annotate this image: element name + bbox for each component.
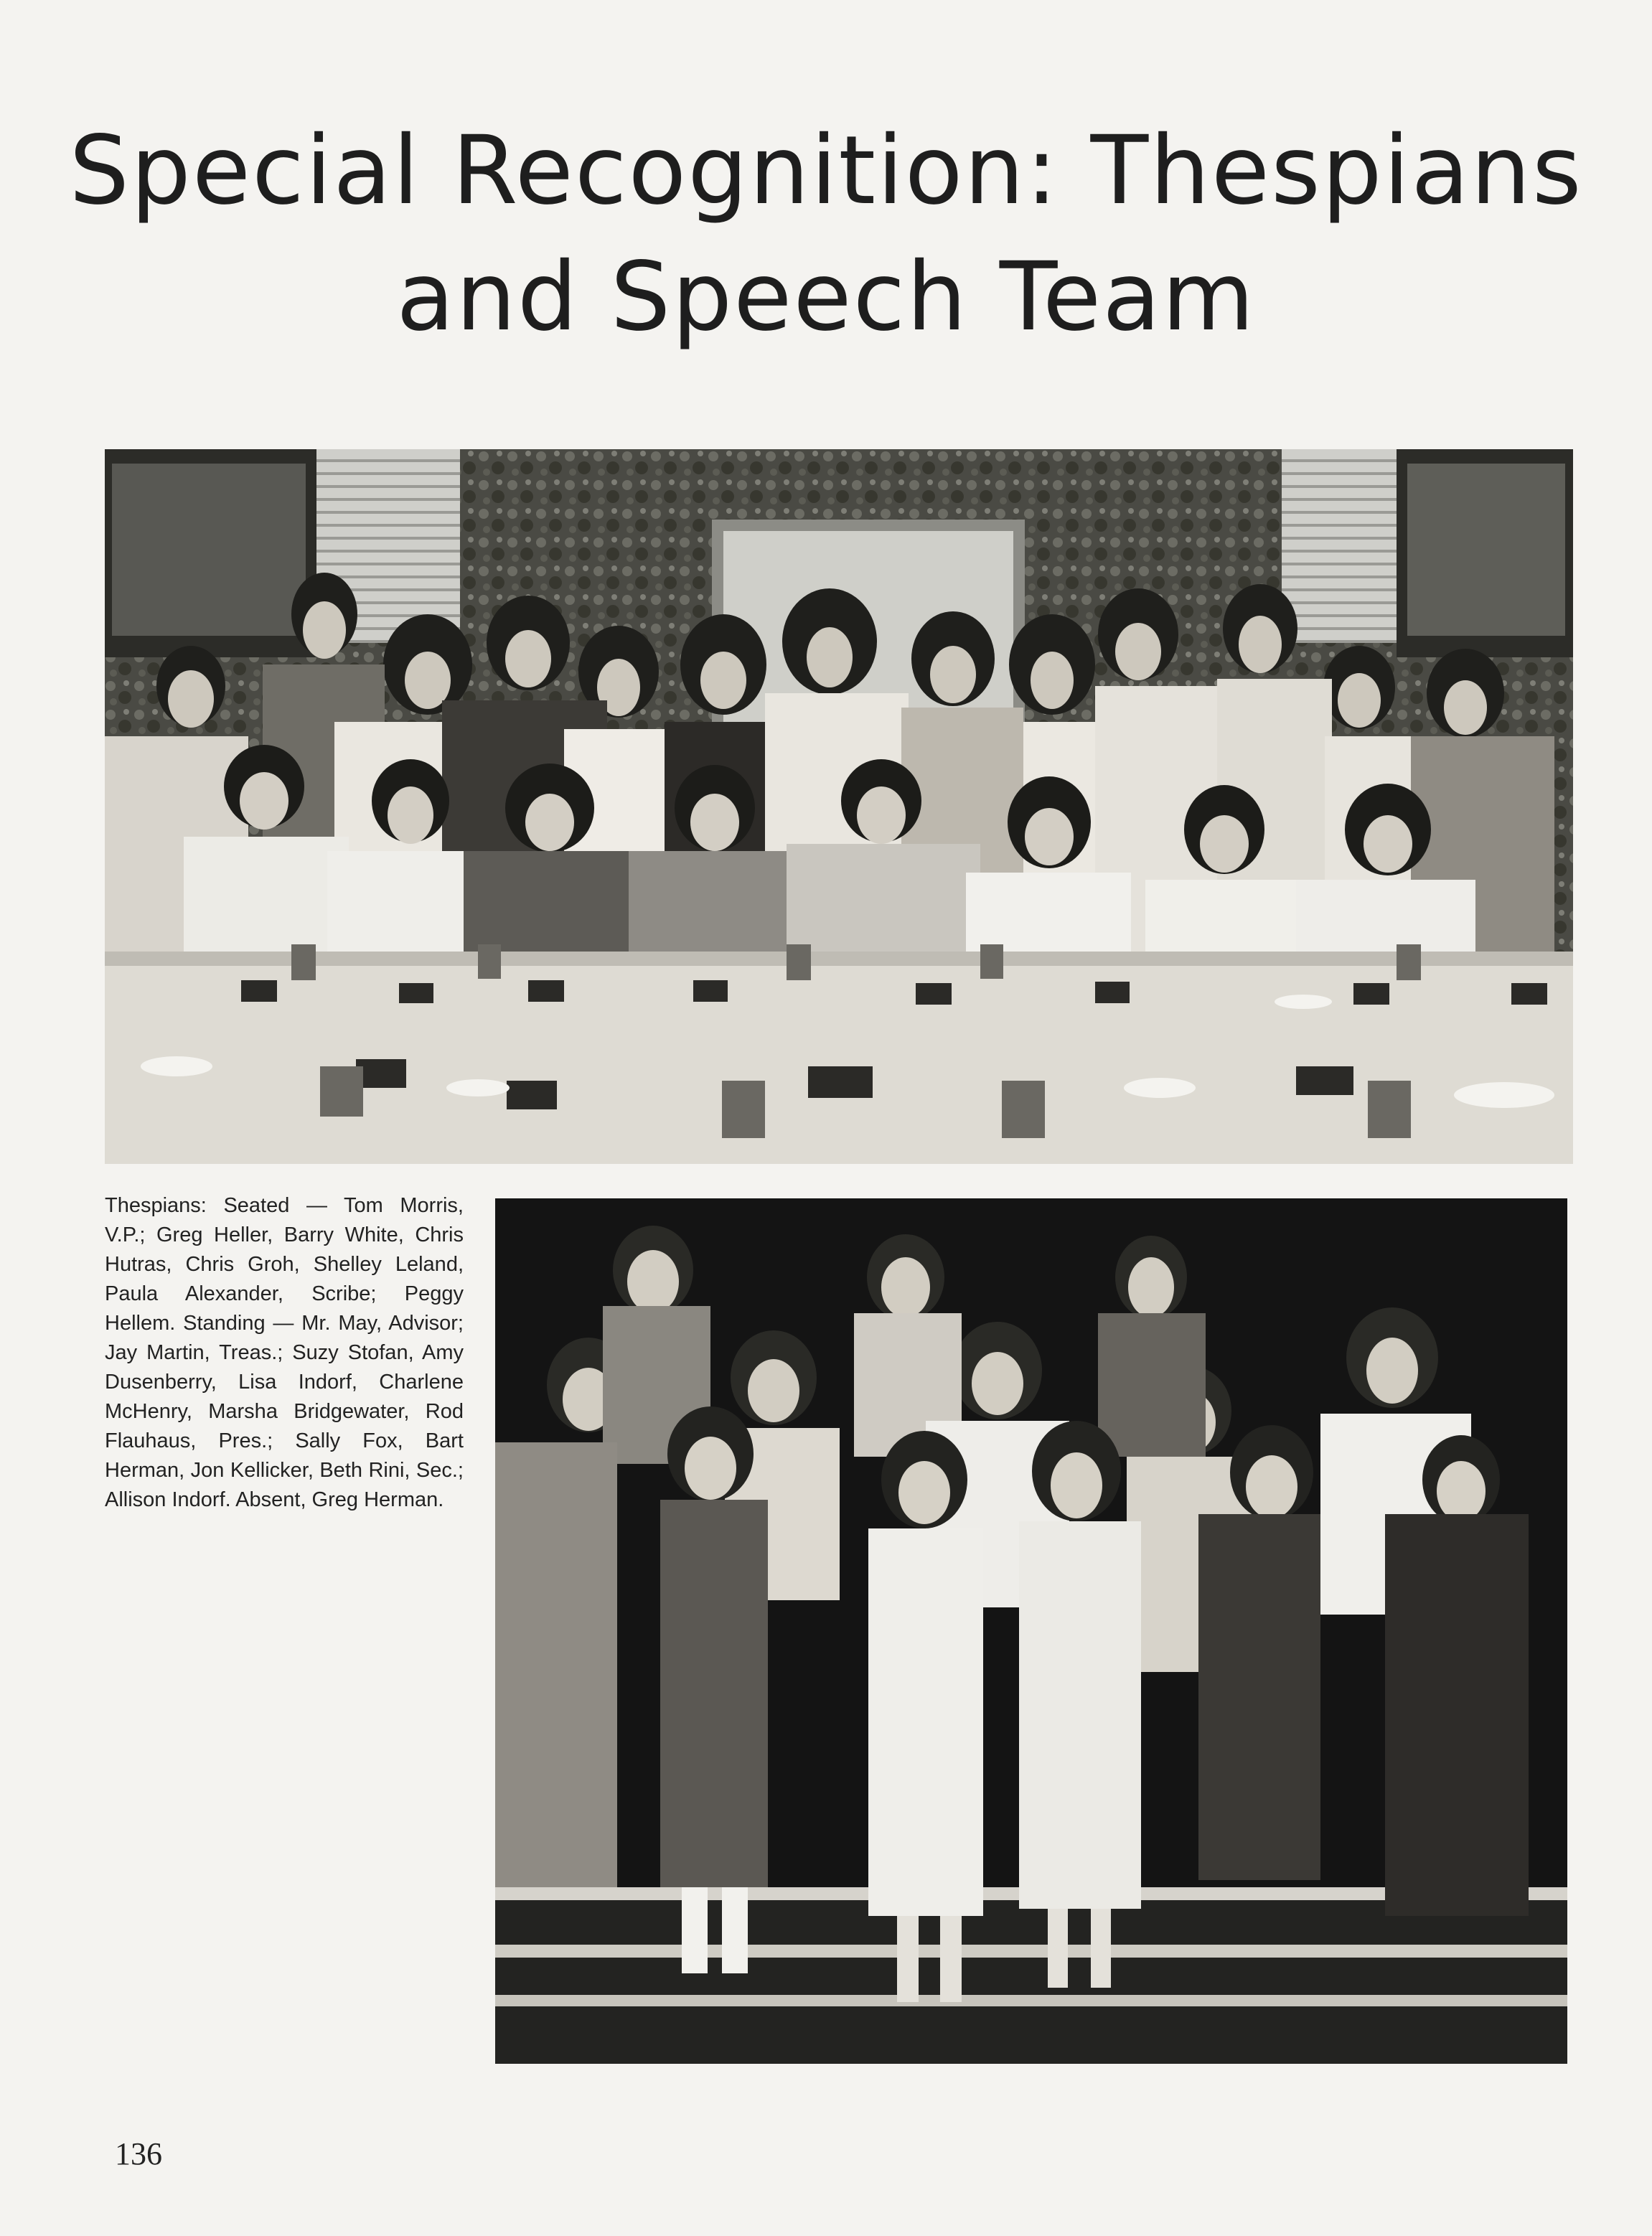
page-title: Special Recognition: Thespians and Speech Team [69,116,1583,352]
photo-caption: Thespians: Seated — Tom Morris, V.P.; Greg Heller, Barry White, Chris Hutras, Chris Groh, Shelley Leland, Paula Alexander, Scribe; Peggy Hellem. Standing — Mr. May, Advisor; Jay Martin, Treas.; Suzy Stofan, Amy Dusenberry, Lisa Indorf, Charlene McHenry, Marsha Bridgewater, Rod Flauhaus, Pres.; Sally Fox, Bart Herman, Jon Kellicker, Beth Rini, Sec.; Allison Indorf. Absent, Greg Herman. [105,1194,464,1511]
banquet-photo-graphic [105,449,1573,1164]
page-number: 136 [115,2136,162,2171]
risers-photo-graphic [495,1198,1567,2064]
banquet-group-photo [105,449,1573,1164]
risers-group-photo [495,1198,1567,2064]
